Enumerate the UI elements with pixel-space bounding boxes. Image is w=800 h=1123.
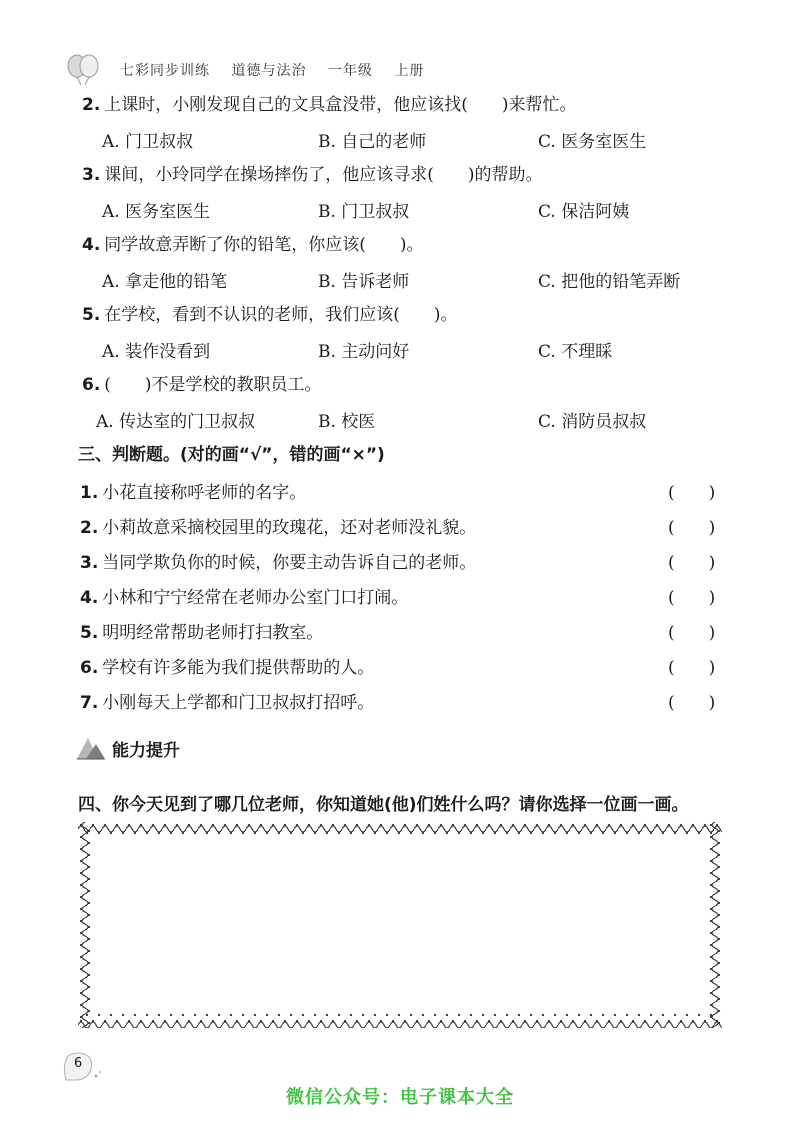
- answer-blank[interactable]: ( ): [668, 658, 716, 678]
- question-3: [82, 160, 543, 185]
- balloon-logo-icon: [66, 54, 100, 86]
- item-text: 小刚每天上学都和门卫叔叔打招呼。: [102, 693, 375, 713]
- footer-watermark: 微信公众号：电子课本大全: [286, 1087, 514, 1108]
- item-number: 4.: [80, 588, 99, 608]
- question-number: 6.: [82, 375, 101, 395]
- question-number: 4.: [82, 235, 101, 255]
- option-a: A. 传达室的门卫叔叔: [96, 412, 256, 432]
- option-c: C. 把他的铅笔弄断: [538, 272, 681, 292]
- judge-item: [80, 618, 323, 643]
- judge-item: [80, 513, 476, 538]
- answer-blank[interactable]: ( ): [668, 623, 716, 643]
- question-6: [82, 370, 322, 395]
- ability-heading: [76, 735, 180, 761]
- question-text: 同学故意弄断了你的铅笔，你应该( )。: [104, 235, 424, 255]
- question-5: [82, 300, 458, 325]
- option-b: B. 自己的老师: [318, 132, 427, 152]
- judge-item: [80, 478, 306, 503]
- item-text: 学校有许多能为我们提供帮助的人。: [102, 658, 375, 678]
- item-number: 3.: [80, 553, 99, 573]
- page-number: 6: [74, 1056, 83, 1071]
- page-number-badge: [60, 1050, 104, 1082]
- item-number: 2.: [80, 518, 99, 538]
- option-c: C. 医务室医生: [538, 132, 647, 152]
- section4-title: 四、你今天见到了哪几位老师，你知道她(他)们姓什么吗？请你选择一位画一画。: [78, 795, 689, 815]
- question-number: 3.: [82, 165, 101, 185]
- answer-blank[interactable]: ( ): [668, 553, 716, 573]
- header-subject: 道德与法治: [231, 63, 307, 79]
- option-b: B. 告诉老师: [318, 272, 410, 292]
- judge-item: [80, 583, 408, 608]
- option-a: A. 医务室医生: [102, 202, 211, 222]
- section3-title: 三、判断题。(对的画“√”，错的画“×”): [78, 445, 385, 465]
- page-header: [66, 52, 440, 88]
- header-grade: 一年级: [327, 63, 373, 79]
- option-b: B. 校医: [318, 412, 376, 432]
- item-number: 6.: [80, 658, 99, 678]
- question-text: 课间，小玲同学在操场摔伤了，他应该寻求( )的帮助。: [104, 165, 543, 185]
- option-a: A. 拿走他的铅笔: [102, 272, 228, 292]
- item-text: 小花直接称呼老师的名字。: [102, 483, 307, 503]
- item-number: 1.: [80, 483, 99, 503]
- question-2: [82, 90, 577, 115]
- item-number: 7.: [80, 693, 99, 713]
- option-c: C. 不理睬: [538, 342, 613, 362]
- ability-label: 能力提升: [112, 740, 180, 761]
- answer-blank[interactable]: ( ): [668, 518, 716, 538]
- judge-item: [80, 653, 374, 678]
- option-a: A. 装作没看到: [102, 342, 211, 362]
- item-text: 小莉故意采摘校园里的玫瑰花，还对老师没礼貌。: [102, 518, 477, 538]
- judge-item: [80, 548, 476, 573]
- question-number: 5.: [82, 305, 101, 325]
- question-number: 2.: [82, 95, 101, 115]
- question-text: 上课时，小刚发现自己的文具盒没带，他应该找( )来帮忙。: [104, 95, 577, 115]
- question-4: [82, 230, 424, 255]
- question-text: ( )不是学校的教职员工。: [104, 375, 322, 395]
- item-text: 明明经常帮助老师打扫教室。: [102, 623, 324, 643]
- option-b: B. 主动问好: [318, 342, 410, 362]
- option-c: C. 消防员叔叔: [538, 412, 647, 432]
- option-a: A. 门卫叔叔: [102, 132, 194, 152]
- drawing-box[interactable]: [78, 822, 722, 1028]
- header-series: 七彩同步训练: [120, 63, 210, 79]
- answer-blank[interactable]: ( ): [668, 588, 716, 608]
- answer-blank[interactable]: ( ): [668, 693, 716, 713]
- item-text: 小林和宁宁经常在老师办公室门口打闹。: [102, 588, 409, 608]
- answer-blank[interactable]: ( ): [668, 483, 716, 503]
- option-c: C. 保洁阿姨: [538, 202, 630, 222]
- question-text: 在学校，看到不认识的老师，我们应该( )。: [104, 305, 458, 325]
- header-volume: 上册: [394, 63, 425, 79]
- item-text: 当同学欺负你的时候，你要主动告诉自己的老师。: [102, 553, 477, 573]
- item-number: 5.: [80, 623, 99, 643]
- header-text: [120, 60, 440, 80]
- option-b: B. 门卫叔叔: [318, 202, 410, 222]
- judge-item: [80, 688, 374, 713]
- mountain-icon: [76, 735, 106, 761]
